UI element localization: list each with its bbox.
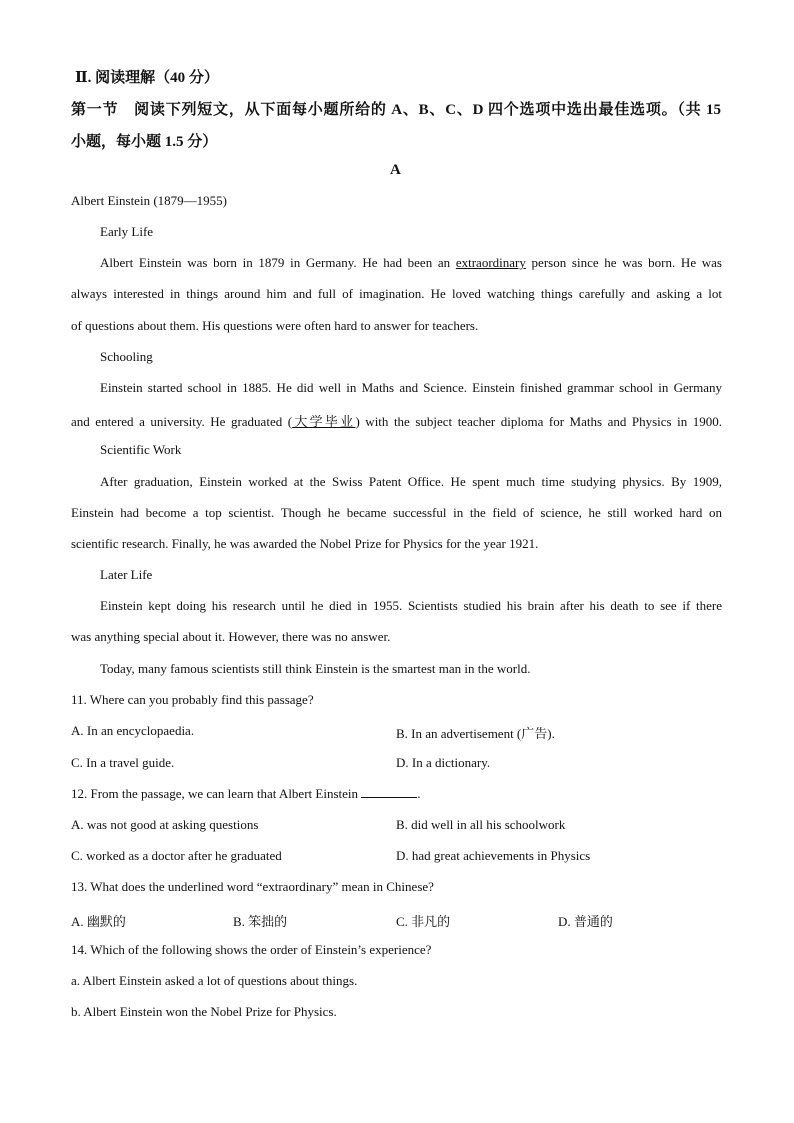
instruction-line-2: 小题，每小题 1.5 分）: [71, 134, 218, 150]
heading-schooling: Schooling: [100, 349, 153, 364]
section-heading: Ⅱ. 阅读理解（40 分）: [75, 70, 219, 86]
later-life-paragraph-line-3: Today, many famous scientists still think Einstein is the smartest man in the world.: [100, 661, 531, 676]
question-13-stem: 13. What does the underlined word “extraordinary” mean in Chinese?: [71, 879, 434, 894]
scientific-paragraph-line-3: scientific research. Finally, he was awarded the Nobel Prize for Physics for the year 1921.: [71, 536, 539, 551]
schooling-paragraph-line-2: and entered a university. He graduated (大学毕业) with the subject teacher diploma for Maths and Physics in 1900.: [71, 414, 722, 429]
question-11-option-d: D. In a dictionary.: [396, 755, 491, 770]
question-14-item-b: b. Albert Einstein won the Nobel Prize for Physics.: [71, 1004, 337, 1019]
schooling-paragraph-line-1: Einstein started school in 1885. He did well in Maths and Science. Einstein finished grammar school in Germany: [100, 380, 722, 395]
question-11-option-c: C. In a travel guide.: [71, 755, 175, 770]
question-13-option-c: C. 非凡的: [396, 914, 451, 929]
heading-later-life: Later Life: [100, 567, 153, 582]
question-12-option-d: D. had great achievements in Physics: [396, 848, 591, 863]
scientific-paragraph-line-1: After graduation, Einstein worked at the Swiss Patent Office. He spent much time studying physics. By 1909,: [100, 474, 722, 489]
heading-early-life: Early Life: [100, 224, 154, 239]
question-13-option-b: B. 笨拙的: [233, 914, 288, 929]
heading-scientific-work: Scientific Work: [100, 442, 182, 457]
question-12-option-b: B. did well in all his schoolwork: [396, 817, 566, 832]
question-12-option-c: C. worked as a doctor after he graduated: [71, 848, 282, 863]
instruction-line-1: 第一节 阅读下列短文，从下面每小题所给的 A、B、C、D 四个选项中选出最佳选项。（共 15: [71, 102, 721, 118]
question-11-stem: 11. Where can you probably find this passage?: [71, 692, 314, 707]
scientific-paragraph-line-2: Einstein had become a top scientist. Though he became successful in the field of science, he still worked hard on: [71, 505, 722, 520]
answer-blank: [361, 786, 417, 798]
later-life-paragraph-line-1: Einstein kept doing his research until he died in 1955. Scientists studied his brain after his death to see if there: [100, 598, 722, 613]
early-life-paragraph-line-3: of questions about them. His questions were often hard to answer for teachers.: [71, 318, 479, 333]
early-life-paragraph-line-1: Albert Einstein was born in 1879 in Germany. He had been an extraordinary person since he was born. He was: [100, 255, 722, 270]
passage-label: A: [390, 162, 401, 178]
passage-title: Albert Einstein (1879—1955): [71, 193, 227, 208]
question-12-stem: 12. From the passage, we can learn that Albert Einstein .: [71, 786, 421, 801]
question-13-option-a: A. 幽默的: [71, 914, 126, 929]
underlined-word-extraordinary: extraordinary: [455, 255, 526, 270]
question-11-option-a: A. In an encyclopaedia.: [71, 723, 195, 738]
later-life-paragraph-line-2: was anything special about it. However, there was no answer.: [71, 629, 391, 644]
early-life-paragraph-line-2: always interested in things around him and full of imagination. He loved watching things carefully and asking a lot: [71, 286, 722, 301]
question-11-option-b: B. In an advertisement (广告).: [396, 726, 555, 741]
question-14-stem: 14. Which of the following shows the order of Einstein’s experience?: [71, 942, 432, 957]
question-14-item-a: a. Albert Einstein asked a lot of questions about things.: [71, 973, 358, 988]
question-12-option-a: A. was not good at asking questions: [71, 817, 259, 832]
question-13-option-d: D. 普通的: [558, 914, 613, 929]
underlined-phrase-graduated: 大学毕业: [292, 414, 356, 429]
